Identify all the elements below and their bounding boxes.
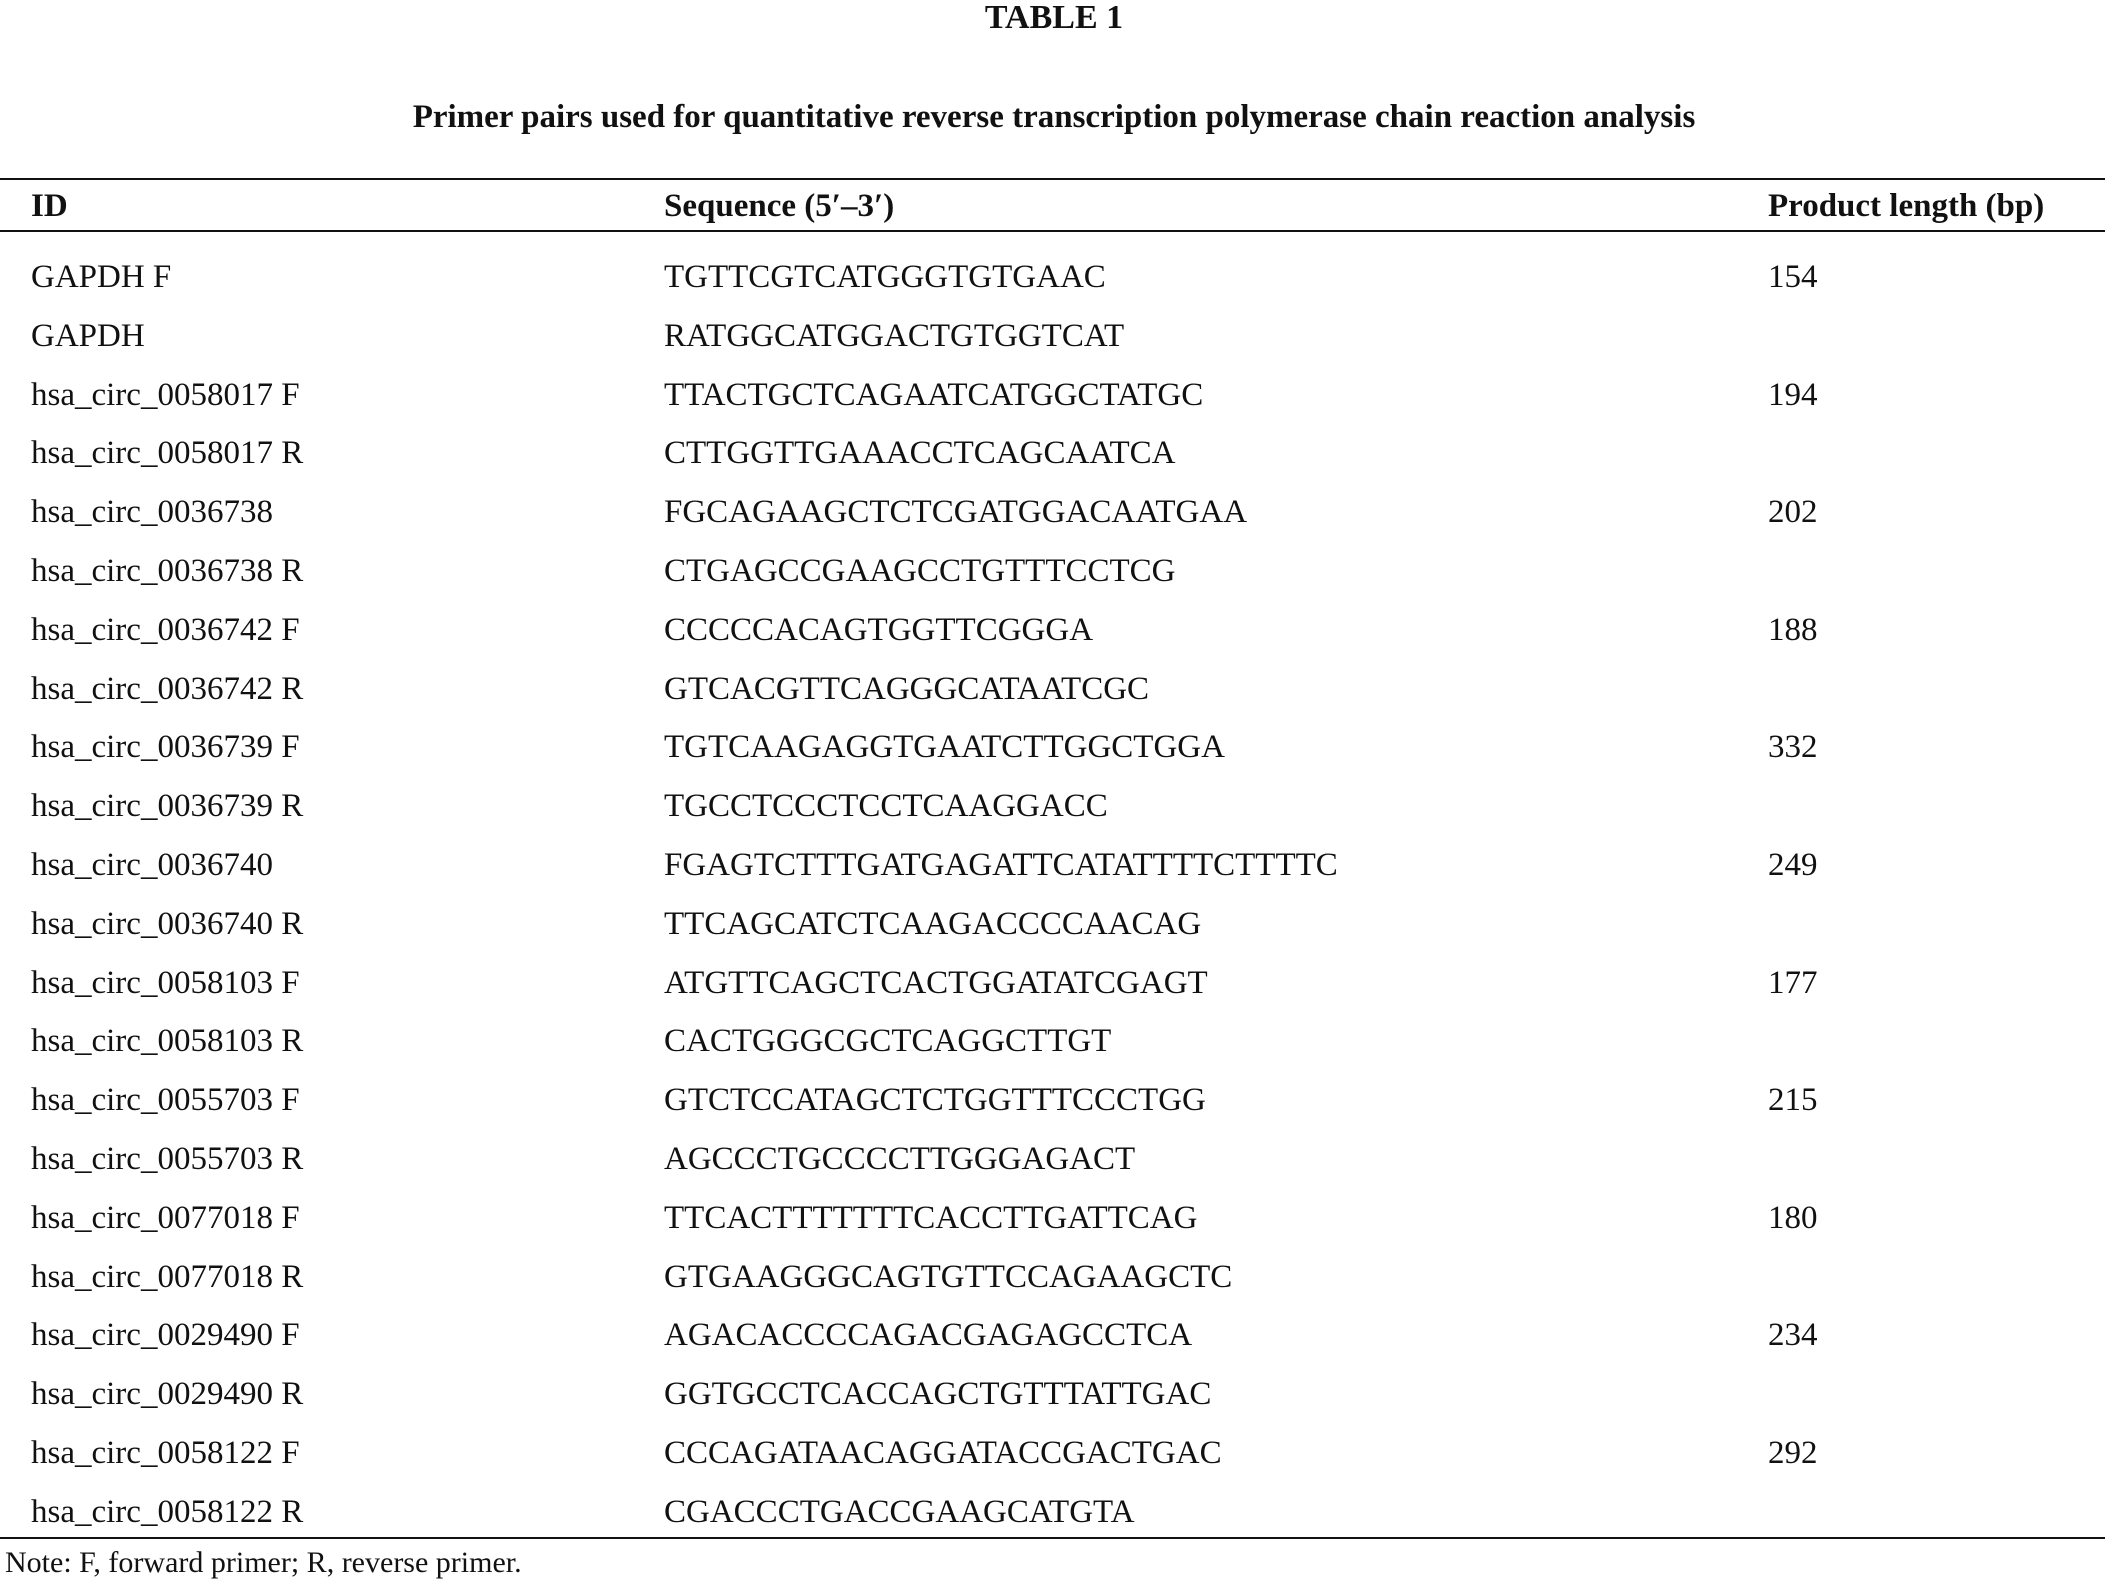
cell-id: GAPDH <box>31 317 145 354</box>
table-row <box>0 667 2105 726</box>
cell-sequence: FGCAGAAGCTCTCGATGGACAATGAA <box>664 494 1248 531</box>
cell-product-length: 332 <box>1768 729 1818 766</box>
cell-id: GAPDH F <box>31 259 172 295</box>
cell-id: hsa_circ_0036738 R <box>31 552 304 589</box>
table-row <box>0 1255 2105 1314</box>
cell-id: hsa_circ_0036739 F <box>31 729 300 766</box>
table-row <box>0 1372 2105 1431</box>
cell-sequence: GGTGCCTCACCAGCTGTTTATTGAC <box>664 1376 1212 1413</box>
table-footnote: Note: F, forward primer; R, reverse primer. <box>5 1546 522 1579</box>
cell-product-length: 202 <box>1768 494 1818 531</box>
cell-sequence: ATGTTCAGCTCACTGGATATCGAGT <box>664 964 1208 1001</box>
cell-product-length: 177 <box>1768 964 1818 1001</box>
cell-sequence: TTCAGCATCTCAAGACCCCAACAG <box>664 905 1202 942</box>
table-row <box>0 1019 2105 1078</box>
cell-product-length: 194 <box>1768 376 1818 413</box>
table-row <box>0 1431 2105 1490</box>
cell-sequence: TTACTGCTCAGAATCATGGCTATGC <box>664 376 1204 413</box>
cell-product-length: 292 <box>1768 1434 1818 1471</box>
cell-id: hsa_circ_0029490 F <box>31 1317 300 1354</box>
cell-id: hsa_circ_0036738 <box>31 494 273 531</box>
cell-sequence: AGACACCCCAGACGAGAGCCTCA <box>664 1317 1193 1354</box>
cell-product-length: 215 <box>1768 1082 1818 1119</box>
header-product-length: Product length (bp) <box>1768 188 2045 224</box>
cell-sequence: CACTGGGCGCTCAGGCTTGT <box>664 1023 1112 1060</box>
cell-id: hsa_circ_0058103 F <box>31 964 300 1001</box>
cell-id: hsa_circ_0058103 R <box>31 1023 304 1060</box>
table-row <box>0 1490 2105 1549</box>
cell-sequence: AGCCCTGCCCCTTGGGAGACT <box>664 1140 1136 1177</box>
table-top-rule <box>0 178 2105 180</box>
cell-product-length: 180 <box>1768 1199 1818 1236</box>
header-id: ID <box>31 188 68 224</box>
table-body <box>0 255 2105 1549</box>
cell-sequence: FGAGTCTTTGATGAGATTCATATTTTCTTTTC <box>664 846 1338 883</box>
cell-sequence: RATGGCATGGACTGTGGTCAT <box>664 317 1125 354</box>
table-row <box>0 314 2105 373</box>
table-header-rule <box>0 230 2105 232</box>
table-row <box>0 1078 2105 1137</box>
table-row <box>0 255 2105 314</box>
cell-id: hsa_circ_0058122 F <box>31 1434 300 1471</box>
cell-sequence: CTGAGCCGAAGCCTGTTTCCTCG <box>664 552 1176 589</box>
cell-product-length: 154 <box>1768 259 1818 295</box>
cell-sequence: GTGAAGGGCAGTGTTCCAGAAGCTC <box>664 1258 1233 1295</box>
table-row <box>0 961 2105 1020</box>
cell-product-length: 234 <box>1768 1317 1818 1354</box>
cell-sequence: CCCCCACAGTGGTTCGGGA <box>664 611 1094 648</box>
cell-id: hsa_circ_0055703 F <box>31 1082 300 1119</box>
table-header-row <box>0 184 2105 230</box>
cell-id: hsa_circ_0036739 R <box>31 788 304 825</box>
cell-sequence: CTTGGTTGAAACCTCAGCAATCA <box>664 435 1176 472</box>
table-row <box>0 1137 2105 1196</box>
cell-id: hsa_circ_0029490 R <box>31 1376 304 1413</box>
table-row <box>0 431 2105 490</box>
cell-id: hsa_circ_0058017 F <box>31 376 300 413</box>
table-row <box>0 373 2105 432</box>
cell-sequence: GTCACGTTCAGGGCATAATCGC <box>664 670 1150 707</box>
table-row <box>0 784 2105 843</box>
table-row <box>0 843 2105 902</box>
cell-id: hsa_circ_0077018 F <box>31 1199 300 1236</box>
table-row <box>0 549 2105 608</box>
cell-id: hsa_circ_0058017 R <box>31 435 304 472</box>
table-row <box>0 490 2105 549</box>
cell-id: hsa_circ_0077018 R <box>31 1258 304 1295</box>
table-row <box>0 1196 2105 1255</box>
cell-id: hsa_circ_0036742 F <box>31 611 300 648</box>
cell-sequence: CCCAGATAACAGGATACCGACTGAC <box>664 1434 1222 1471</box>
table-row <box>0 725 2105 784</box>
cell-id: hsa_circ_0055703 R <box>31 1140 304 1177</box>
cell-product-length: 188 <box>1768 611 1818 648</box>
table-caption: Primer pairs used for quantitative reverse transcription polymerase chain reaction analysis <box>412 99 1696 135</box>
cell-sequence: TGTCAAGAGGTGAATCTTGGCTGGA <box>664 729 1225 766</box>
table-row <box>0 902 2105 961</box>
cell-sequence: TGCCTCCCTCCTCAAGGACC <box>664 788 1108 825</box>
cell-sequence: CGACCCTGACCGAAGCATGTA <box>664 1493 1135 1530</box>
table-bottom-rule <box>0 1537 2105 1539</box>
header-sequence: Sequence (5′–3′) <box>664 188 895 224</box>
cell-sequence: GTCTCCATAGCTCTGGTTTCCCTGG <box>664 1082 1206 1119</box>
cell-sequence: TGTTCGTCATGGGTGTGAAC <box>664 259 1106 295</box>
cell-id: hsa_circ_0036742 R <box>31 670 304 707</box>
table-row <box>0 608 2105 667</box>
table-row <box>0 1313 2105 1372</box>
cell-id: hsa_circ_0036740 R <box>31 905 304 942</box>
cell-id: hsa_circ_0036740 <box>31 846 273 883</box>
cell-sequence: TTCACTTTTTTTCACCTTGATTCAG <box>664 1199 1198 1236</box>
cell-id: hsa_circ_0058122 R <box>31 1493 304 1530</box>
table-label: TABLE 1 <box>984 0 1124 36</box>
cell-product-length: 249 <box>1768 846 1818 883</box>
